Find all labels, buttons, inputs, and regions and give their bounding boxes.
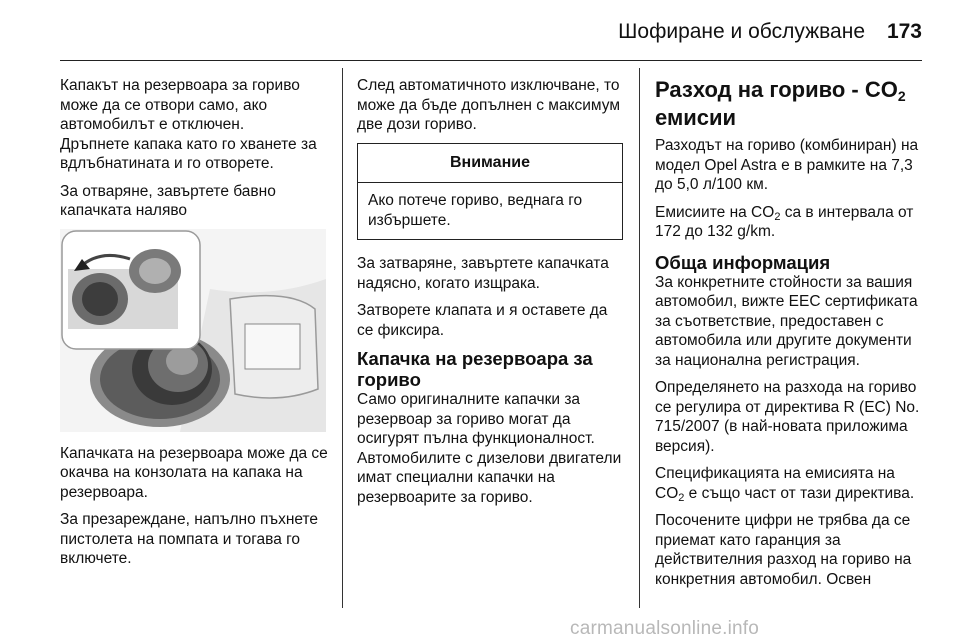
column-2: [357, 76, 623, 515]
warning-title: Внимание: [358, 144, 622, 184]
header-divider: [60, 60, 922, 61]
paragraph: За отваряне, завъртете бавно капачката наляво: [60, 182, 276, 219]
column-divider-1: [342, 68, 343, 608]
paragraph: Затворете клапата и я оставете да се фиксира.: [357, 302, 608, 339]
paragraph: Капачката на резервоара може да се окачва на конзолата на капака на резервоара.: [60, 444, 328, 501]
paragraph: Дръпнете капака като го хванете за вдлъбнатината и го отворете.: [60, 135, 317, 172]
paragraph: Спецификацията на емисията на $CO_2$ е също част от тази директива.: [655, 465, 915, 504]
paragraph: Посочените цифри не трябва да се приемат като гаранция за действителния разход на гориво на конкретния автомобил. Освен: [655, 512, 912, 588]
paragraph: За конкретните стойности за вашия автомобил, вижте ЕЕС сертификата за съответствие, предоставен с автомобила или другите документи за национална регистрация.: [655, 273, 918, 369]
warning-text: Ако потече гориво, веднага го избършете.: [368, 192, 583, 229]
paragraph: Капакът на резервоара за гориво може да се отвори само, ако автомобилът е отключен.: [60, 77, 300, 133]
paragraph: След автоматичното изключване, то може да бъде допълнен с максимум две дози гориво.: [357, 77, 620, 133]
column-3: [655, 76, 923, 597]
paragraph: Разходът на гориво (комбиниран) на модел Opel Astra е в рамките на 7,3 до 5,0 л/100 км.: [655, 137, 919, 193]
column-divider-2: [639, 68, 640, 608]
section-heading: Разход на гориво - $CO_2$ емисии: [655, 77, 906, 130]
paragraph: Емисиите на $CO_2$ са в интервала от 172 до 132 g/km.: [655, 203, 914, 240]
warning-box: [357, 143, 623, 241]
paragraph: Определянето на разхода на гориво се регулира от директива R (ЕС) No. 715/2007 (в най-новата приложима версия).: [655, 379, 920, 455]
page-number: 173: [886, 20, 922, 43]
fuel-cap-illustration: [60, 229, 326, 432]
paragraph: За затваряне, завъртете капачката надясно, когато изщрака.: [357, 255, 609, 292]
chapter-title: Шофиране и обслужване: [618, 20, 865, 43]
paragraph: За презареждане, напълно пъхнете пистолета на помпата и тогава го включете.: [60, 511, 319, 567]
page-header: [0, 0, 960, 60]
section-heading: Обща информация: [655, 251, 831, 273]
watermark: carmanualsonline.info: [570, 618, 760, 639]
section-heading: Капачка на резервоара за гориво: [357, 348, 593, 390]
paragraph: Само оригиналните капачки за резервоар за гориво могат да осигурят пълна функционалност. Автомобилите с дизелови двигатели имат специални капачки на резервоарите за гориво.: [357, 391, 622, 506]
column-1: [60, 76, 328, 577]
